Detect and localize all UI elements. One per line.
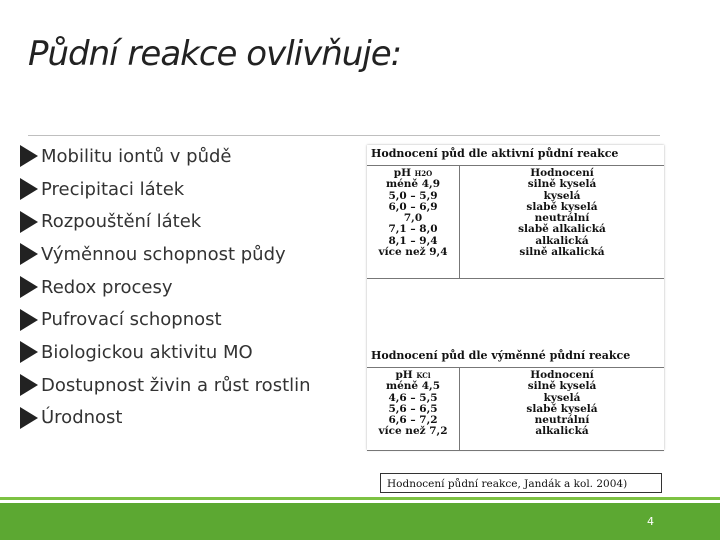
slide-title: Půdní reakce ovlivňuje: [28,34,402,74]
table-cell: alkalická [535,425,589,438]
rating-column [460,166,664,278]
footer-bar [0,503,720,540]
table-cell: 8,1 – 9,4 [388,234,438,247]
table-cell: více než 9,4 [378,246,448,259]
column-header: pH [393,167,411,179]
table-cell: neutrální [534,212,590,225]
bullet-text: Výměnnou schopnost půdy [41,243,286,265]
footer-accent-line [0,497,720,500]
table-cell: 7,0 [403,212,423,225]
page-number: 4 [647,515,654,528]
table-cell: více než 7,2 [378,425,448,438]
ph-column [367,368,460,450]
rating-column [460,368,664,450]
arrow-bullet-icon [20,178,38,200]
bullet-text: Redox procesy [41,276,173,298]
table-cell: 7,1 – 8,0 [388,223,438,236]
table-cell: kyselá [543,391,581,404]
bullet-item [20,140,311,173]
bullet-item [20,205,311,238]
column-header-subscript: H2O [414,169,433,178]
active-reaction-table [367,145,664,279]
arrow-bullet-icon [20,309,38,331]
bullet-text: Precipitaci látek [41,178,185,200]
arrow-bullet-icon [20,374,38,396]
figure-caption: Hodnocení půdní reakce, Jandák a kol. 2004) [380,473,662,493]
bullet-item [20,303,311,336]
table-cell: méně 4,9 [385,178,441,191]
table-cell: silně kyselá [527,178,597,191]
bullet-text: Rozpouštění látek [41,211,202,233]
table-cell: méně 4,5 [385,380,441,393]
table-title: Hodnocení půd dle aktivní půdní reakce [367,145,664,166]
table-cell: 6,6 – 7,2 [388,414,438,427]
bullet-item [20,173,311,206]
ph-column [367,166,460,278]
table-cell: 6,0 – 6,9 [388,200,438,213]
arrow-bullet-icon [20,243,38,265]
ph-tables-figure [367,145,664,450]
table-title: Hodnocení půd dle výměnné půdní reakce [367,347,664,368]
bullet-text: Úrodnost [41,407,123,429]
table-cell: slabě kyselá [526,200,598,213]
bullet-text: Dostupnost živin a růst rostlin [41,374,311,396]
bullet-item [20,369,311,402]
table-cell: neutrální [534,414,590,427]
bullet-text: Pufrovací schopnost [41,309,222,331]
column-header: Hodnocení [530,369,594,381]
bullet-item [20,271,311,304]
table-cell: silně kyselá [527,380,597,393]
table-cell: alkalická [535,234,589,247]
table-cell: slabě kyselá [526,402,598,415]
column-header: pH [395,369,413,381]
table-cell: silně alkalická [519,246,605,259]
table-cell: 5,0 – 5,9 [388,189,438,202]
arrow-bullet-icon [20,276,38,298]
exchange-reaction-table [367,347,664,451]
table-cell: 4,6 – 5,5 [388,391,438,404]
bullet-item [20,336,311,369]
column-header-subscript: KCl [416,371,431,380]
arrow-bullet-icon [20,407,38,429]
bullet-text: Biologickou aktivitu MO [41,341,253,363]
table-cell: kyselá [543,189,581,202]
column-header: Hodnocení [530,167,594,179]
arrow-bullet-icon [20,145,38,167]
bullet-item [20,402,311,435]
table-cell: slabě alkalická [518,223,606,236]
title-divider [28,135,660,136]
bullet-list [20,140,311,434]
arrow-bullet-icon [20,211,38,233]
bullet-text: Mobilitu iontů v půdě [41,145,232,167]
arrow-bullet-icon [20,341,38,363]
table-cell: 5,6 – 6,5 [388,402,438,415]
bullet-item [20,238,311,271]
